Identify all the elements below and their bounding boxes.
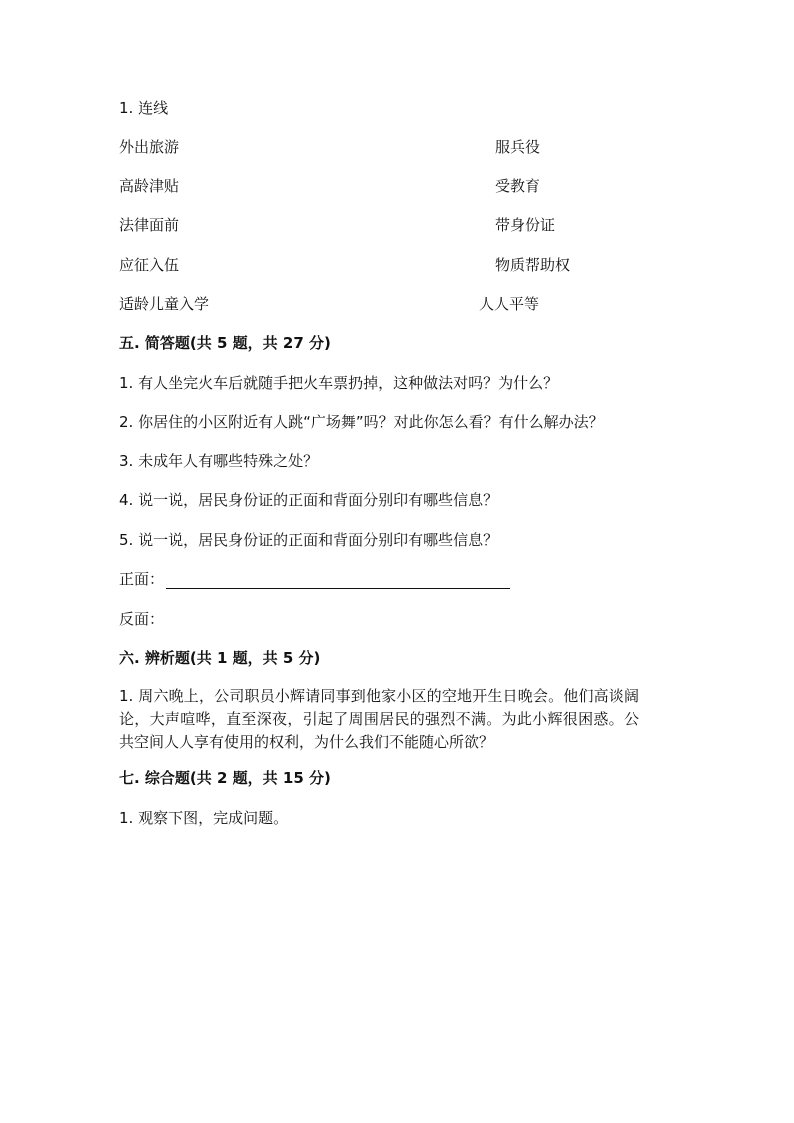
matching-right-item: 带身份证	[495, 216, 556, 234]
matching-left-item: 外出旅游	[119, 138, 180, 156]
question-text: 2. 你居住的小区附近有人跳“广场舞”吗？对此你怎么看？有什么解办法？	[119, 413, 604, 431]
question-text: 4. 说一说，居民身份证的正面和背面分别印有哪些信息？	[119, 491, 499, 509]
back-label: 反面：	[119, 610, 165, 628]
section-heading: 五. 简答题(共 5 题，共 27 分)	[119, 334, 331, 352]
matching-right-item: 人人平等	[479, 295, 540, 313]
matching-right-item: 受教育	[495, 177, 541, 195]
front-label: 正面：	[119, 570, 165, 588]
question-text: 1. 有人坐完火车后就随手把火车票扔掉，这种做法对吗？为什么？	[119, 374, 559, 392]
front-answer-blank[interactable]	[166, 571, 510, 589]
section-heading: 七. 综合题(共 2 题，共 15 分)	[119, 769, 331, 787]
question-paragraph: 1. 周六晚上，公司职员小辉请同事到他家小区的空地开生日晚会。他们高谈阔论，大声喧哗，直至深夜，引起了周围居民的强烈不满。为此小辉很困惑。公共空间人人享有使用的权利，为什么我们不能随心所欲？	[119, 687, 639, 751]
matching-title: 1. 连线	[119, 99, 169, 117]
matching-right-item: 物质帮助权	[495, 256, 571, 274]
matching-left-item: 法律面前	[119, 216, 180, 234]
matching-left-item: 应征入伍	[119, 256, 180, 274]
question-text: 1. 观察下图，完成问题。	[119, 809, 289, 827]
question-text: 3. 未成年人有哪些特殊之处？	[119, 452, 319, 470]
section-heading: 六. 辨析题(共 1 题，共 5 分)	[119, 649, 321, 667]
question-text: 5. 说一说，居民身份证的正面和背面分别印有哪些信息？	[119, 531, 499, 549]
matching-left-item: 高龄津贴	[119, 177, 180, 195]
matching-right-item: 服兵役	[495, 138, 541, 156]
matching-left-item: 适龄儿童入学	[119, 295, 210, 313]
front-answer-row	[119, 569, 510, 589]
